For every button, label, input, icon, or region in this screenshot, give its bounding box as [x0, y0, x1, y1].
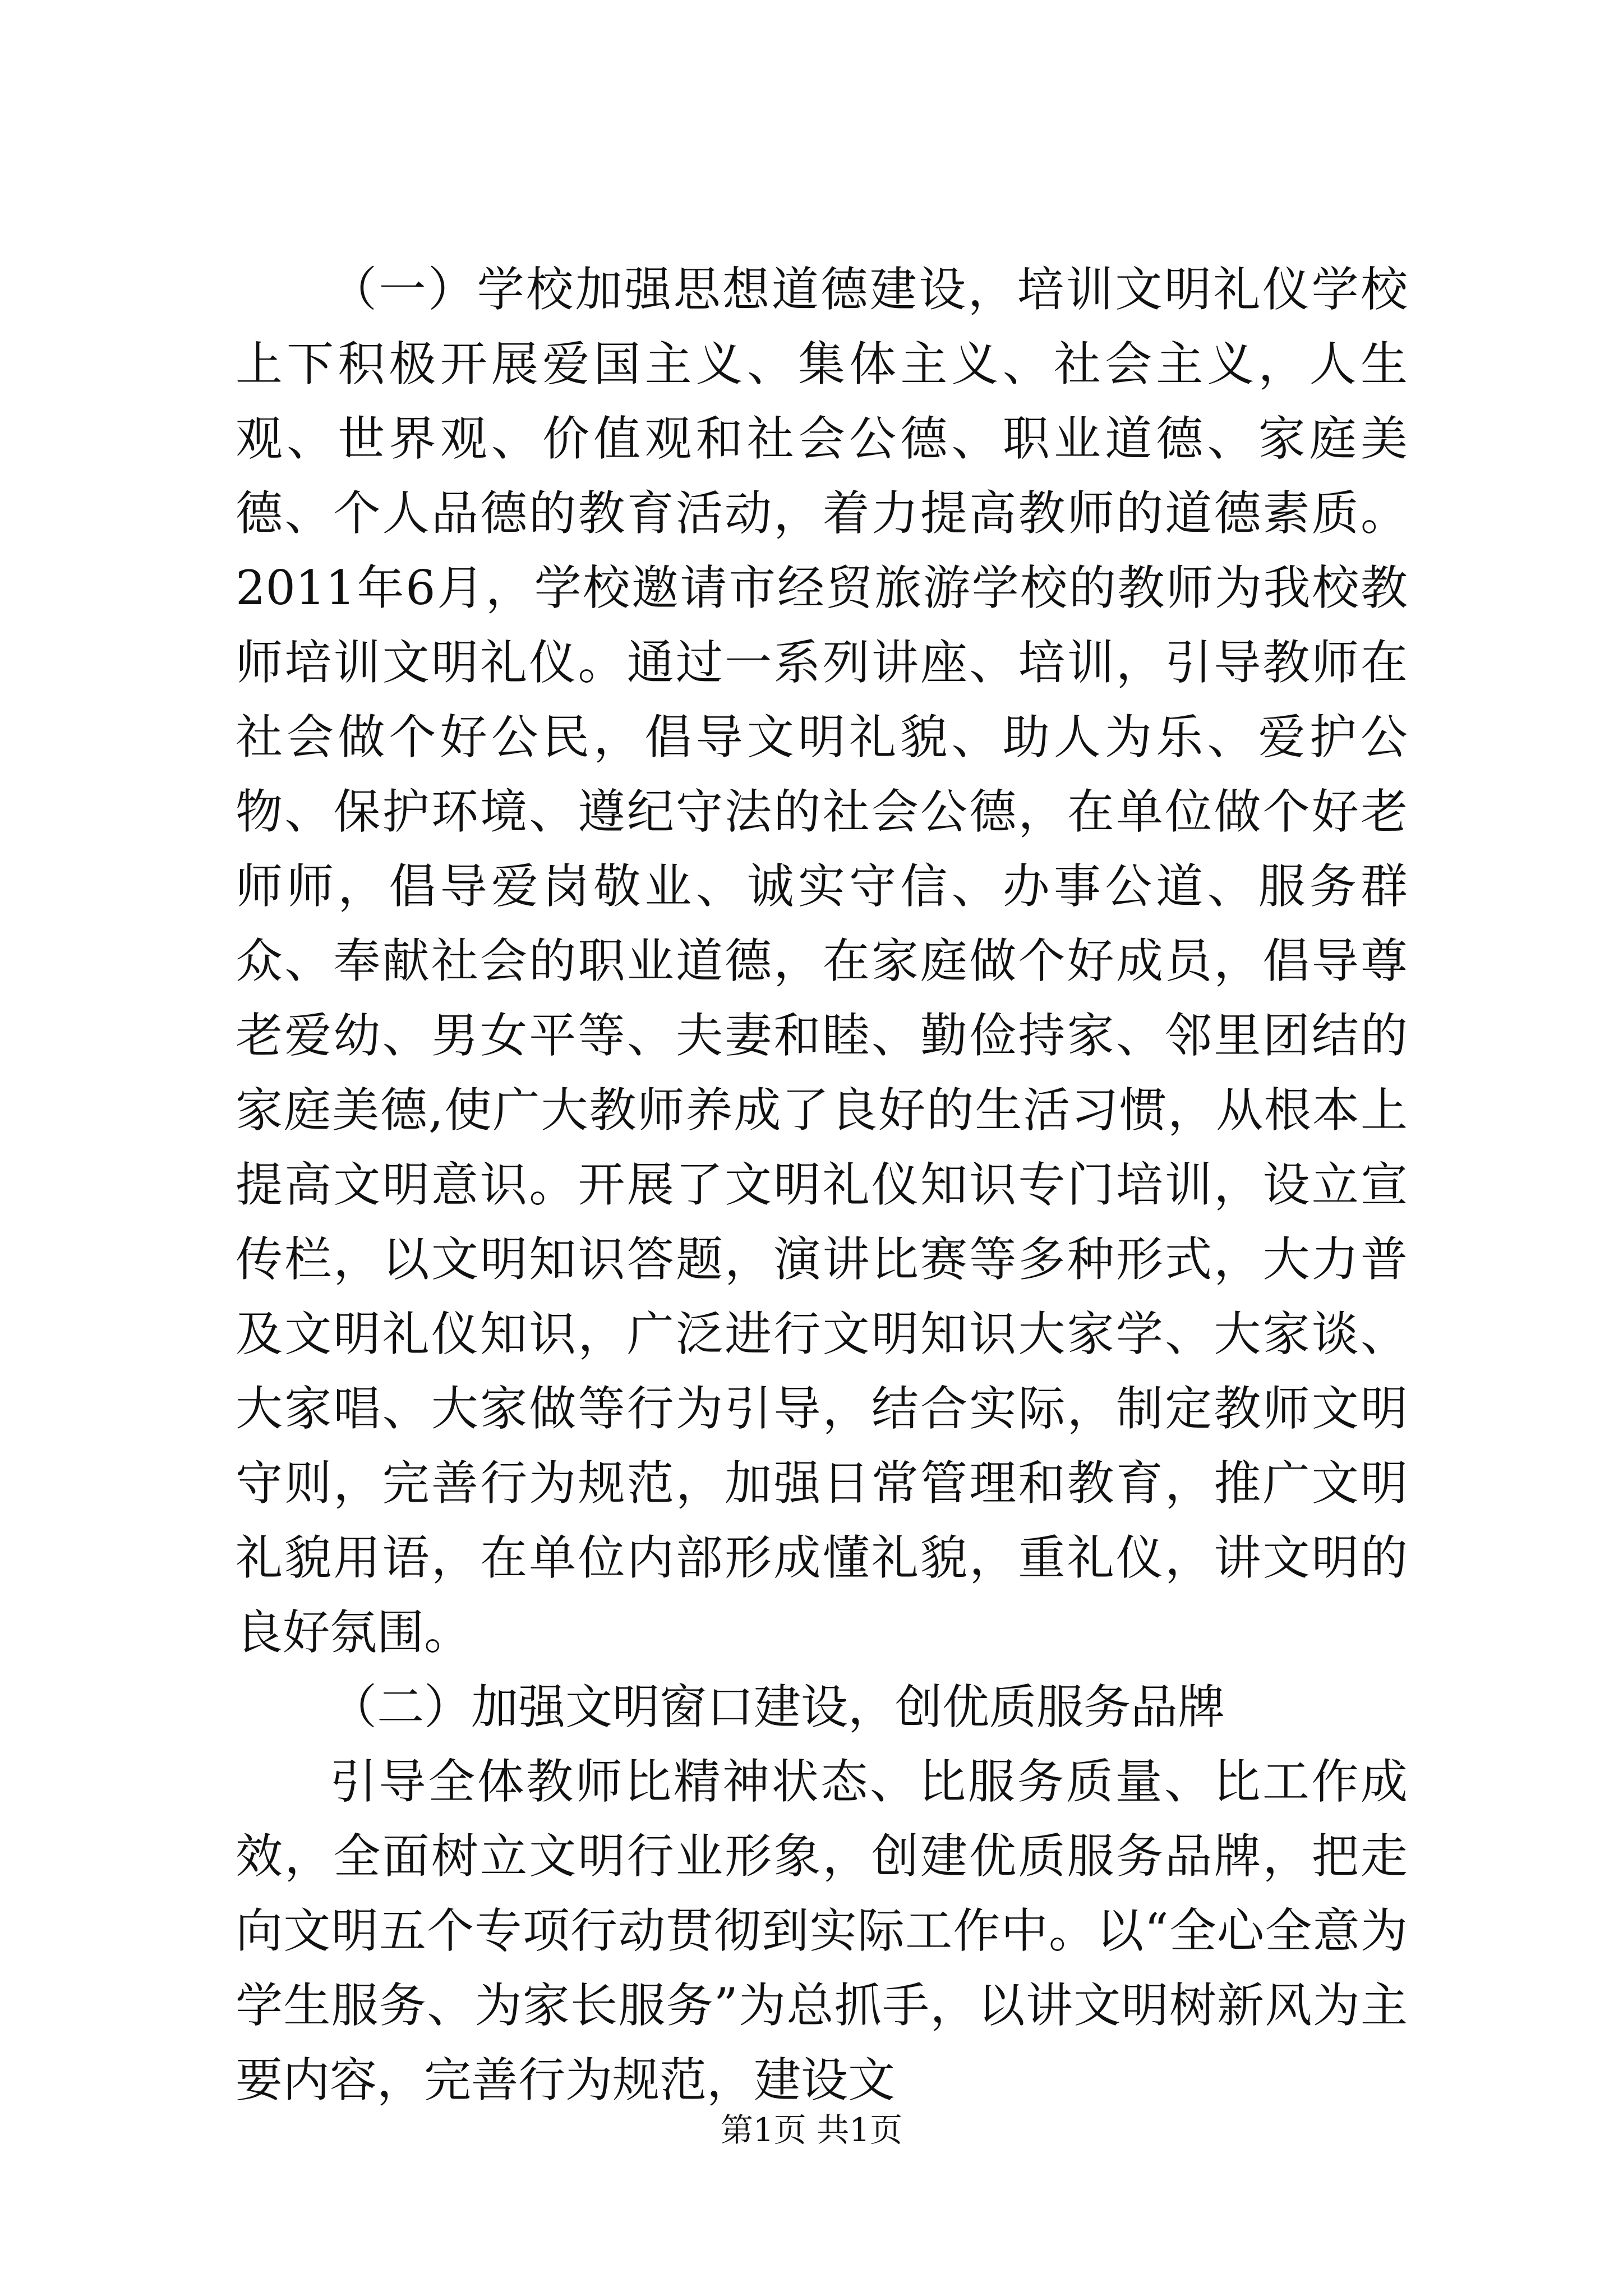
paragraph-2-heading: （二）加强文明窗口建设，创优质服务品牌	[330, 1680, 1225, 1734]
page-footer: 第1页 共1页	[720, 2111, 903, 2149]
paragraph-1: （一）学校加强思想道德建设，培训文明礼仪学校上下积极开展爱国主义、集体主义、社会主义，人生观、世界观、价值观和社会公德、职业道德、家庭美德、个人品德的教育活动，着力提高教师的道德素质。2011年6月，学校邀请市经贸旅游学校的教师为我校教师培训文明礼仪。通过一系列讲座、培训，引导教师在社会做个好公民，倡导文明礼貌、助人为乐、爱护公物、保护环境、遵纪守法的社会公德，在单位做个好老师师，倡导爱岗敬业、诚实守信、办事公道、服务群众、奉献社会的职业道德，在家庭做个好成员，倡导尊老爱幼、男女平等、夫妻和睦、勤俭持家、邻里团结的家庭美德,使广大教师养成了良好的生活习惯，从根本上提高文明意识。开展了文明礼仪知识专门培训，设立宣传栏，以文明知识答题，演讲比赛等多种形式，大力普及文明礼仪知识，广泛进行文明知识大家学、大家谈、大家唱、大家做等行为引导，结合实际，制定教师文明守则，完善行为规范，加强日常管理和教育，推广文明礼貌用语，在单位内部形成懂礼貌，重礼仪，讲文明的良好氛围。	[236, 262, 1408, 1660]
paragraph-3: 引导全体教师比精神状态、比服务质量、比工作成效，全面树立文明行业形象，创建优质服务品牌，把走向文明五个专项行动贯彻到实际工作中。以“全心全意为学生服务、为家长服务”为总抓手，以讲文明树新风为主要内容，完善行为规范，建设文	[236, 1754, 1408, 2108]
document-body	[236, 252, 1408, 2118]
